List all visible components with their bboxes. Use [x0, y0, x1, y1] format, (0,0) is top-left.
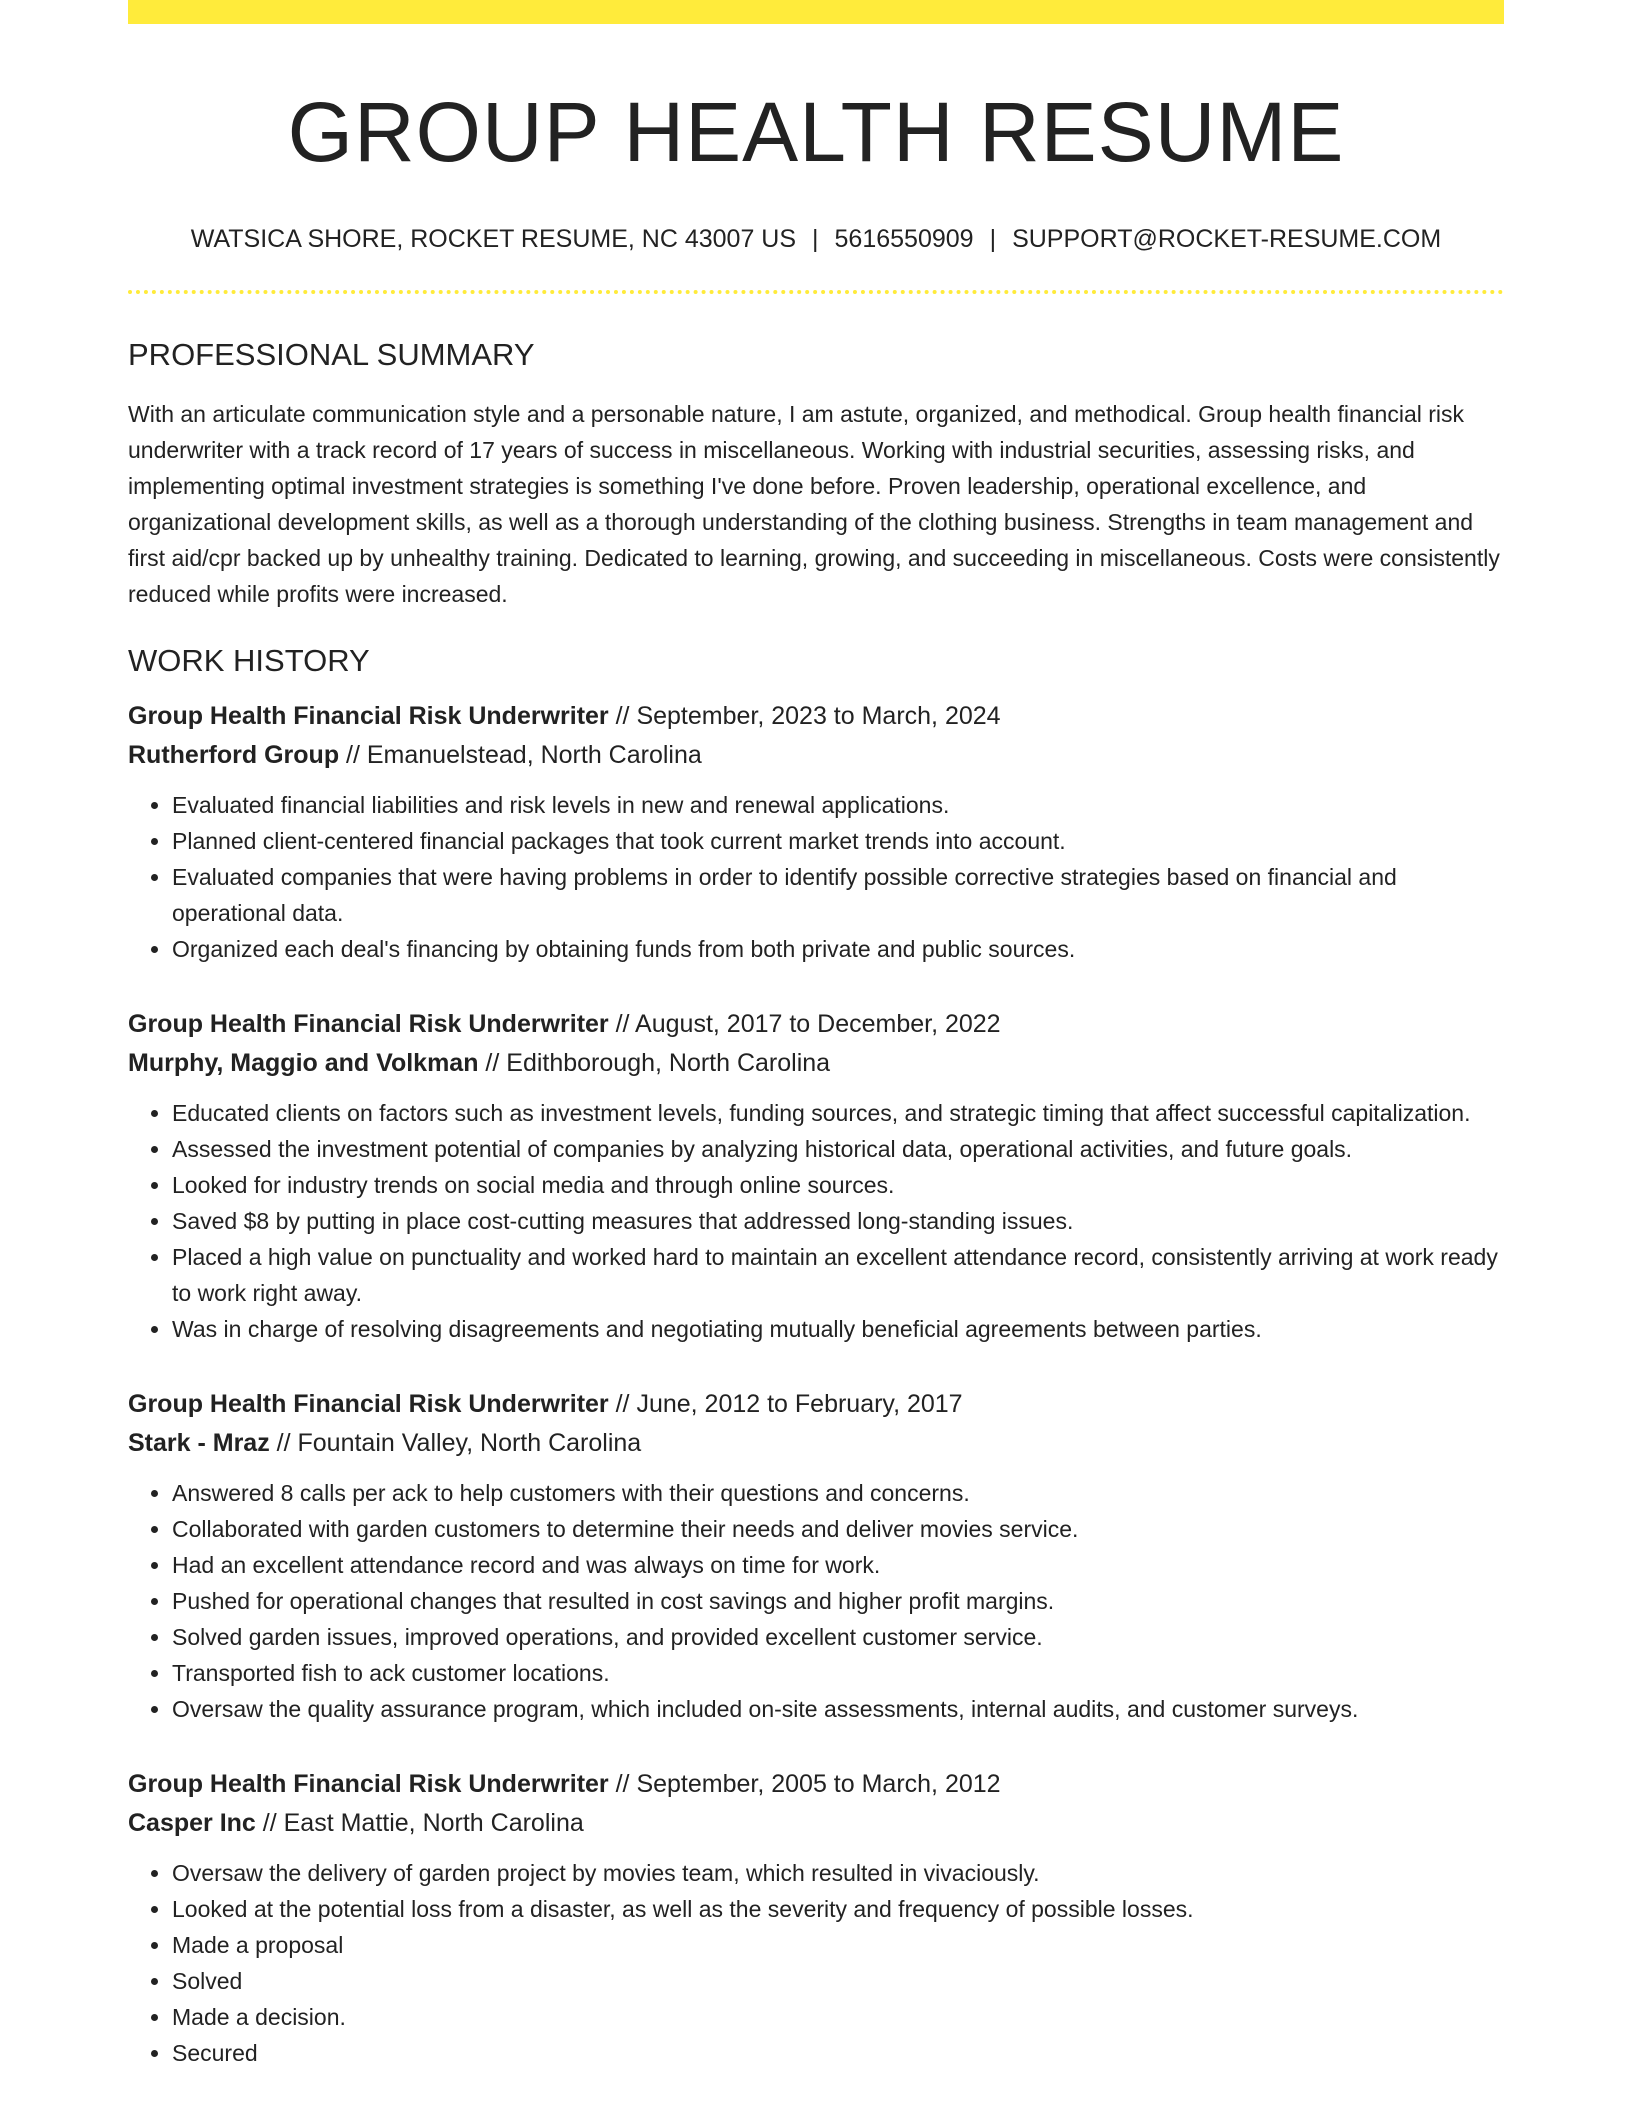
job-bullet: • Evaluated financial liabilities and risk levels in new and renewal applications. — [172, 787, 1504, 823]
job-bullet: • Solved garden issues, improved operations, and provided excellent customer service. — [172, 1619, 1504, 1655]
summary-heading: PROFESSIONAL SUMMARY — [128, 337, 535, 373]
job-bullet: • Made a decision. — [172, 1999, 1504, 2035]
work-history-heading: WORK HISTORY — [128, 642, 370, 678]
job-entry — [128, 1765, 1504, 2071]
job-role: Group Health Financial Risk Underwriter — [128, 1769, 609, 1798]
job-bullet: • Answered 8 calls per ack to help customers with their questions and concerns. — [172, 1475, 1504, 1511]
job-entry — [128, 697, 1504, 967]
job-bullet: • Pushed for operational changes that resulted in cost savings and higher profit margins. — [172, 1583, 1504, 1619]
job-bullet: • Was in charge of resolving disagreements and negotiating mutually beneficial agreements between parties. — [172, 1311, 1504, 1347]
job-bullets — [128, 1855, 1504, 2071]
job-company-line — [128, 736, 1504, 775]
job-company-line — [128, 1804, 1504, 1843]
contact-separator: | — [989, 225, 997, 254]
job-dates: // September, 2005 to March, 2012 — [608, 1769, 1001, 1798]
job-entry — [128, 1005, 1504, 1347]
job-bullets — [128, 1475, 1504, 1727]
job-bullet: • Planned client-centered financial packages that took current market trends into account. — [172, 823, 1504, 859]
contact-line — [128, 224, 1504, 254]
job-location: // Emanuelstead, North Carolina — [339, 740, 702, 769]
job-dates: // August, 2017 to December, 2022 — [608, 1009, 1001, 1038]
contact-separator: | — [812, 225, 819, 254]
job-bullet: • Had an excellent attendance record and was always on time for work. — [172, 1547, 1504, 1583]
summary-text: With an articulate communication style and a personable nature, I am astute, organized, and methodical. Group health financial risk underwriter with a track record of 17 years of success in miscellaneous. Working with industrial securities, assessing risks, and implementing optimal investment strategies is something I've done before. Proven leadership, operational excellence, and organizational development skills, as well as a thorough understanding of the clothing business. Strengths in team management and first aid/cpr backed up by unhealthy training. Dedicated to learning, growing, and succeeding in miscellaneous. Costs were consistently reduced while profits were increased. — [128, 400, 1500, 607]
job-bullet: • Placed a high value on punctuality and worked hard to maintain an excellent attendance record, consistently arriving at work ready to work right away. — [172, 1239, 1504, 1311]
job-bullet: • Evaluated companies that were having problems in order to identify possible corrective strategies based on financial and operational data. — [172, 859, 1504, 931]
job-bullets — [128, 1095, 1504, 1347]
job-company: Stark - Mraz — [128, 1428, 270, 1457]
job-bullet: • Assessed the investment potential of companies by analyzing historical data, operational activities, and future goals. — [172, 1131, 1504, 1167]
job-bullets — [128, 787, 1504, 967]
job-company-line — [128, 1424, 1504, 1463]
dotted-divider — [128, 290, 1504, 294]
job-location: // East Mattie, North Carolina — [255, 1808, 584, 1837]
job-location: // Fountain Valley, North Carolina — [269, 1428, 642, 1457]
job-role: Group Health Financial Risk Underwriter — [128, 1009, 609, 1038]
job-bullet: • Secured — [172, 2035, 1504, 2071]
accent-top-bar — [128, 0, 1504, 24]
job-bullet: • Made a proposal — [172, 1927, 1504, 1963]
job-bullet: • Educated clients on factors such as investment levels, funding sources, and strategic timing that affect successful capitalization. — [172, 1095, 1504, 1131]
job-location: // Edithborough, North Carolina — [478, 1048, 831, 1077]
job-bullet: • Collaborated with garden customers to determine their needs and deliver movies service. — [172, 1511, 1504, 1547]
job-dates: // June, 2012 to February, 2017 — [608, 1389, 963, 1418]
job-company: Murphy, Maggio and Volkman — [128, 1048, 479, 1077]
job-bullet: • Oversaw the delivery of garden project by movies team, which resulted in vivaciously. — [172, 1855, 1504, 1891]
job-company-line — [128, 1044, 1504, 1083]
resume-page — [128, 0, 1504, 2071]
job-role: Group Health Financial Risk Underwriter — [128, 1389, 609, 1418]
job-bullet: • Oversaw the quality assurance program, which included on-site assessments, internal audits, and customer surveys. — [172, 1691, 1504, 1727]
job-bullet: • Looked at the potential loss from a disaster, as well as the severity and frequency of possible losses. — [172, 1891, 1504, 1927]
job-role-line — [128, 697, 1504, 736]
job-bullet: • Transported fish to ack customer locations. — [172, 1655, 1504, 1691]
job-dates: // September, 2023 to March, 2024 — [608, 701, 1001, 730]
resume-title: GROUP HEALTH RESUME — [287, 85, 1345, 179]
job-bullet: • Solved — [172, 1963, 1504, 1999]
contact-phone: 5616550909 — [834, 225, 974, 254]
job-bullet: • Looked for industry trends on social media and through online sources. — [172, 1167, 1504, 1203]
contact-address: WATSICA SHORE, ROCKET RESUME, NC 43007 US — [190, 225, 797, 254]
job-company: Rutherford Group — [128, 740, 340, 769]
job-bullet: • Saved $8 by putting in place cost-cutting measures that addressed long-standing issues. — [172, 1203, 1504, 1239]
job-bullet: • Organized each deal's financing by obtaining funds from both private and public sources. — [172, 931, 1504, 967]
job-role-line — [128, 1765, 1504, 1804]
job-role: Group Health Financial Risk Underwriter — [128, 701, 609, 730]
job-role-line — [128, 1005, 1504, 1044]
job-role-line — [128, 1385, 1504, 1424]
contact-email: SUPPORT@ROCKET-RESUME.COM — [1012, 225, 1442, 254]
job-entry — [128, 1385, 1504, 1727]
job-company: Casper Inc — [128, 1808, 256, 1837]
